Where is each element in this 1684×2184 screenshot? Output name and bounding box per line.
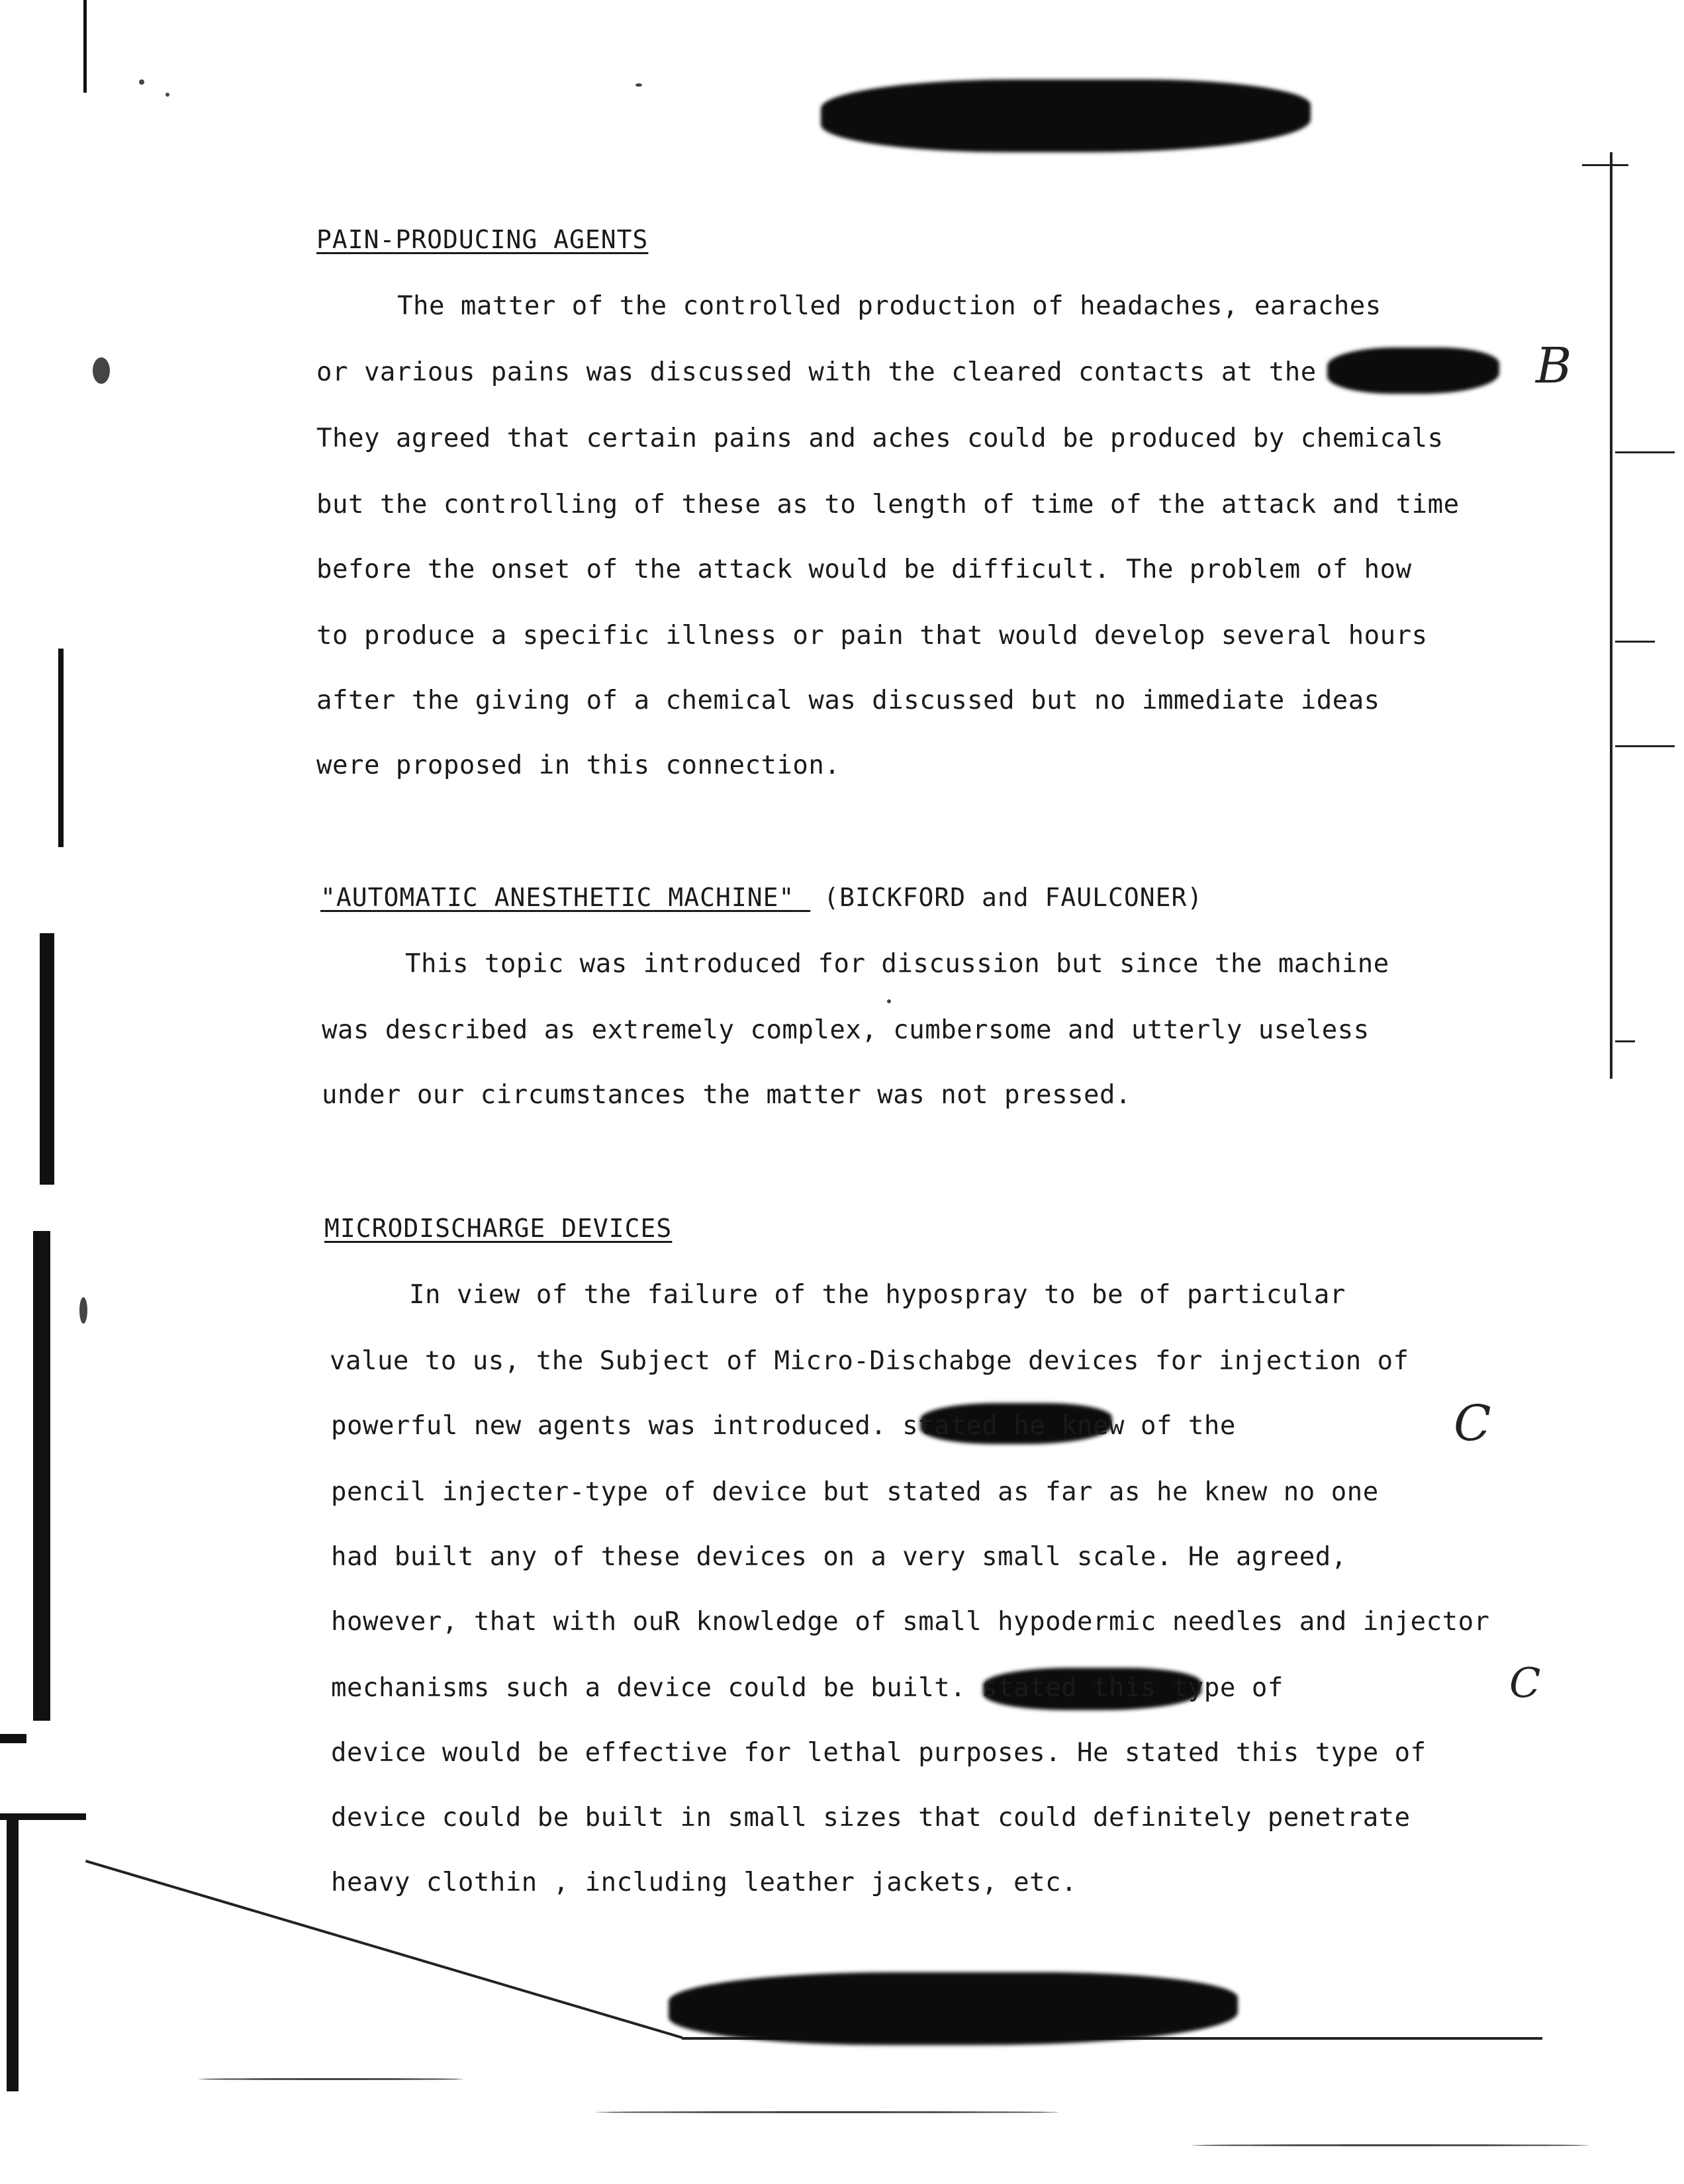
scan-edge-line	[33, 1231, 50, 1721]
body-text-line: however, that with ouR knowledge of small hypodermic needles and injector	[331, 1607, 1490, 1637]
margin-tick	[1615, 641, 1655, 643]
scan-speck	[199, 2078, 463, 2080]
margin-tick	[1615, 1040, 1635, 1042]
margin-tick	[1615, 451, 1675, 453]
scan-speck	[1192, 2144, 1589, 2146]
scan-speck	[887, 999, 891, 1003]
body-text-line: was described as extremely complex, cumbersome and utterly useless	[322, 1015, 1370, 1045]
margin-annotation: B	[1536, 338, 1572, 394]
redaction-inline	[1327, 347, 1499, 394]
body-text-line: had built any of these devices on a very small scale. He agreed,	[331, 1542, 1347, 1572]
scan-speck	[165, 93, 169, 97]
body-text-line: The matter of the controlled production of headaches, earaches	[397, 291, 1381, 321]
section-heading-title: "AUTOMATIC ANESTHETIC MACHINE"	[320, 883, 795, 912]
margin-annotation: C	[1454, 1395, 1491, 1452]
margin-vertical-rule	[1610, 152, 1613, 1079]
body-text-line: under our circumstances the matter was not pressed.	[322, 1080, 1131, 1110]
body-text-line: or various pains was discussed with the cleared contacts at the	[316, 357, 1317, 387]
body-text-line: pencil injecter-type of device but stated as far as he knew no one	[331, 1477, 1379, 1507]
scan-edge-line	[40, 933, 54, 1185]
margin-annotation: C	[1509, 1659, 1541, 1707]
body-text-line: mechanisms such a device could be built. stated this type of	[331, 1673, 1284, 1703]
section-heading-suffix: (BICKFORD and FAULCONER)	[823, 883, 1203, 912]
body-text-line: before the onset of the attack would be difficult. The problem of how	[316, 555, 1412, 584]
redaction-footer	[669, 1972, 1238, 2045]
body-text-line: device could be built in small sizes that could definitely penetrate	[331, 1803, 1411, 1833]
scan-speck	[79, 1297, 87, 1324]
margin-tick	[1582, 164, 1628, 166]
scan-speck	[596, 2111, 1059, 2113]
scan-edge-line	[0, 1734, 26, 1743]
scan-edge-line	[58, 649, 64, 847]
body-text-line: heavy clothin , including leather jackets, etc.	[331, 1868, 1078, 1897]
margin-tick	[1615, 745, 1675, 747]
body-text-line: device would be effective for lethal purposes. He stated this type of	[331, 1738, 1427, 1768]
body-text-line: to produce a specific illness or pain that would develop several hours	[316, 621, 1428, 651]
body-text-line: value to us, the Subject of Micro-Dischabge devices for injection of	[330, 1346, 1409, 1376]
section-heading: PAIN-PRODUCING AGENTS	[316, 225, 649, 254]
scan-edge-line	[83, 0, 87, 93]
body-text-line: were proposed in this connection.	[316, 751, 841, 780]
scan-speck	[139, 79, 144, 85]
section-heading	[320, 883, 1203, 912]
body-text-line: This topic was introduced for discussion but since the machine	[405, 949, 1389, 979]
body-text-line: but the controlling of these as to length of time of the attack and time	[316, 490, 1460, 520]
redaction-header	[821, 79, 1311, 152]
section-heading: MICRODISCHARGE DEVICES	[324, 1214, 673, 1243]
body-text-line: In view of the failure of the hypospray to be of particular	[409, 1280, 1346, 1310]
body-text-line: They agreed that certain pains and aches could be produced by chemicals	[316, 424, 1444, 453]
scan-edge-line	[7, 1813, 19, 2091]
body-text-line: powerful new agents was introduced. stated he knew of the	[331, 1411, 1236, 1441]
body-text-line: after the giving of a chemical was discussed but no immediate ideas	[316, 686, 1380, 715]
scan-speck	[93, 357, 110, 384]
scan-speck	[635, 83, 642, 87]
